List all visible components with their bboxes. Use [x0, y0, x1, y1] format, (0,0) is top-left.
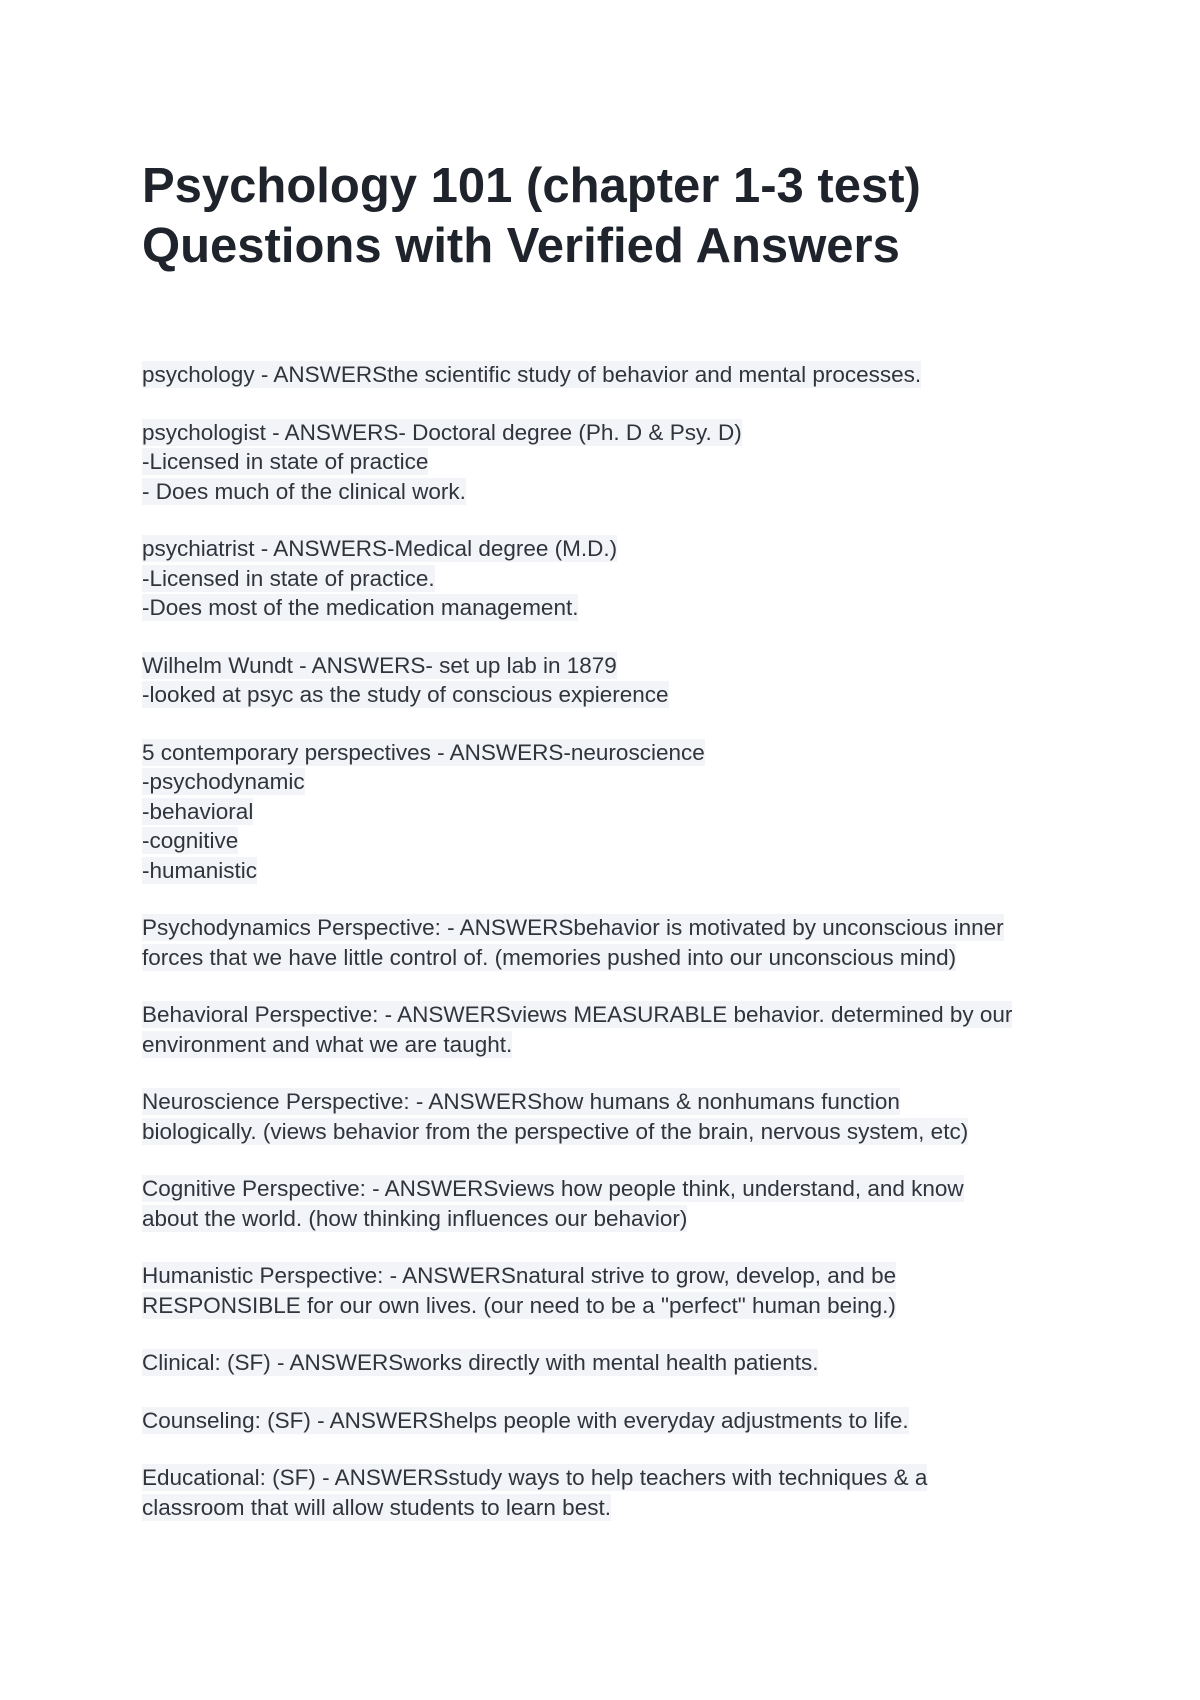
qa-line-text: Humanistic Perspective: - ANSWERSnatural strive to grow, develop, and be [142, 1263, 897, 1288]
qa-term-line [142, 1261, 1082, 1291]
qa-entry [142, 651, 1082, 710]
qa-entry [142, 1463, 1082, 1522]
qa-term-line [142, 1087, 1082, 1117]
qa-term-line [142, 738, 1082, 768]
qa-answer-line [142, 1493, 1082, 1523]
qa-line-text: -Licensed in state of practice [142, 449, 429, 474]
qa-line-text: -cognitive [142, 828, 239, 853]
qa-answer-line [142, 477, 1082, 507]
qa-term-line [142, 1406, 1082, 1436]
qa-line-text: Educational: (SF) - ANSWERSstudy ways to help teachers with techniques & a [142, 1465, 928, 1490]
qa-answer-line [142, 593, 1082, 623]
qa-line-text: 5 contemporary perspectives - ANSWERS-neuroscience [142, 739, 705, 765]
qa-line-text: RESPONSIBLE for our own lives. (our need to be a "perfect" human being.) [142, 1292, 896, 1318]
qa-entry [142, 1087, 1082, 1146]
document-title [142, 156, 1082, 276]
qa-line-text: -humanistic [142, 857, 258, 883]
qa-answer-line [142, 797, 1082, 827]
qa-entry [142, 1174, 1082, 1233]
qa-line-text: environment and what we are taught. [142, 1031, 513, 1057]
qa-answer-line [142, 943, 1082, 973]
qa-line-text: -Licensed in state of practice. [142, 565, 435, 591]
qa-line-text: Clinical: (SF) - ANSWERSworks directly with mental health patients. [142, 1350, 819, 1375]
qa-term-line [142, 534, 1082, 564]
qa-entry [142, 1261, 1082, 1320]
qa-term-line [142, 360, 1082, 390]
qa-entry-list [142, 332, 1082, 1522]
qa-entry [142, 534, 1082, 623]
qa-term-line [142, 1348, 1082, 1378]
qa-line-text: -psychodynamic [142, 769, 305, 794]
qa-line-text: forces that we have little control of. (memories pushed into our unconscious mind) [142, 944, 957, 970]
qa-line-text: psychologist - ANSWERS- Doctoral degree (Ph. D & Psy. D) [142, 419, 742, 445]
qa-term-line [142, 651, 1082, 681]
qa-line-text: Neuroscience Perspective: - ANSWERShow humans & nonhumans function [142, 1089, 900, 1114]
qa-line-text: Psychodynamics Perspective: - ANSWERSbehavior is motivated by unconscious inner [142, 915, 1004, 940]
qa-answer-line [142, 767, 1082, 797]
qa-line-text: Behavioral Perspective: - ANSWERSviews MEASURABLE behavior. determined by our [142, 1002, 1013, 1027]
qa-entry [142, 360, 1082, 390]
qa-line-text: - Does much of the clinical work. [142, 478, 466, 504]
qa-answer-line [142, 447, 1082, 477]
qa-term-line [142, 418, 1082, 448]
qa-entry [142, 1406, 1082, 1436]
qa-answer-line [142, 1291, 1082, 1321]
qa-entry [142, 913, 1082, 972]
qa-term-line [142, 913, 1082, 943]
qa-answer-line [142, 856, 1082, 886]
qa-term-line [142, 1000, 1082, 1030]
qa-answer-line [142, 680, 1082, 710]
qa-line-text: biologically. (views behavior from the perspective of the brain, nervous system, etc) [142, 1118, 969, 1144]
title-line-2: Questions with Verified Answers [142, 219, 900, 273]
qa-answer-line [142, 1204, 1082, 1234]
qa-term-line [142, 1463, 1082, 1493]
qa-line-text: Counseling: (SF) - ANSWERShelps people with everyday adjustments to life. [142, 1407, 909, 1433]
qa-line-text: about the world. (how thinking influences our behavior) [142, 1205, 688, 1231]
qa-answer-line [142, 1117, 1082, 1147]
qa-entry [142, 738, 1082, 886]
qa-line-text: Cognitive Perspective: - ANSWERSviews how people think, understand, and know [142, 1176, 964, 1201]
qa-line-text: -looked at psyc as the study of conscious expierence [142, 682, 669, 707]
title-line-1: Psychology 101 (chapter 1-3 test) [142, 159, 921, 213]
qa-line-text: Wilhelm Wundt - ANSWERS- set up lab in 1879 [142, 652, 617, 678]
qa-line-text: -behavioral [142, 798, 254, 824]
qa-line-text: psychiatrist - ANSWERS-Medical degree (M.D.) [142, 536, 618, 561]
qa-line-text: psychology - ANSWERSthe scientific study of behavior and mental processes. [142, 362, 922, 387]
qa-answer-line [142, 826, 1082, 856]
qa-entry [142, 1348, 1082, 1378]
qa-line-text: -Does most of the medication management. [142, 595, 579, 620]
qa-term-line [142, 1174, 1082, 1204]
qa-answer-line [142, 564, 1082, 594]
qa-entry [142, 418, 1082, 507]
qa-line-text: classroom that will allow students to learn best. [142, 1494, 611, 1520]
qa-answer-line [142, 1030, 1082, 1060]
qa-entry [142, 1000, 1082, 1059]
